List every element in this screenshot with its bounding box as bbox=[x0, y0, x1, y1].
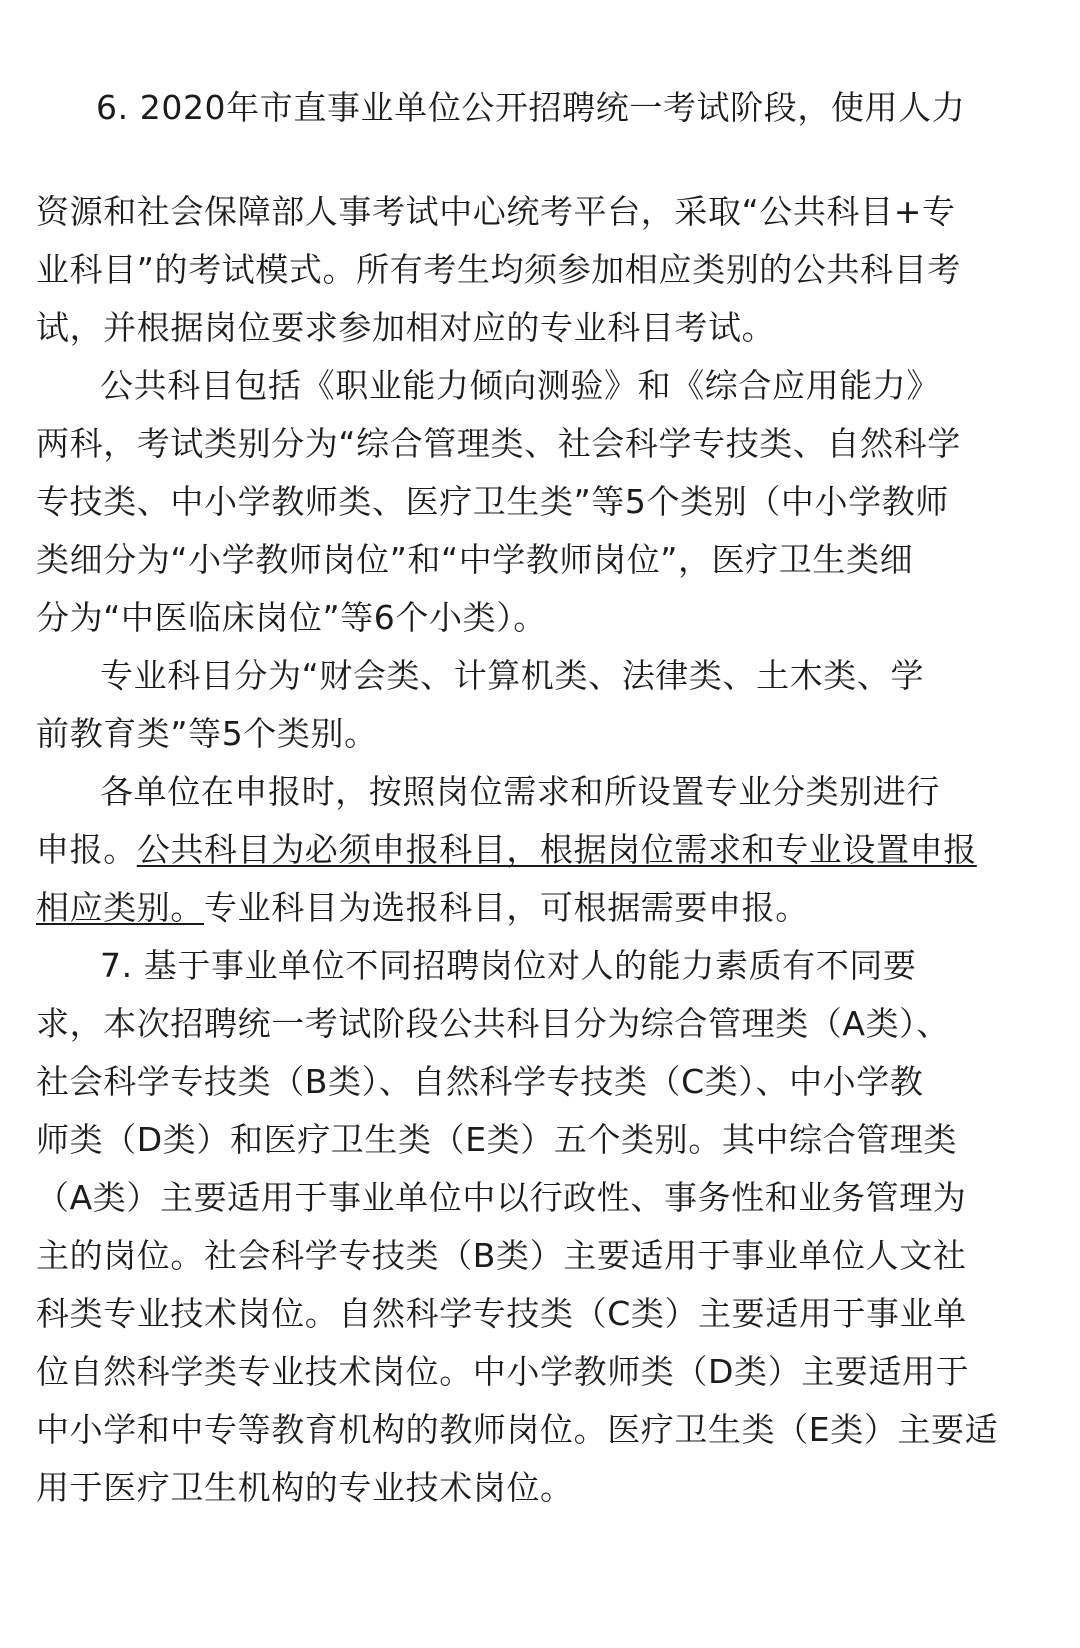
public-subjects-line-3: 专技类、中小学教师类、医疗卫生类”等5个类别（中小学教师 bbox=[36, 482, 949, 521]
declaration-line-3-suffix: 专业科目为选报科目，可根据需要申报。 bbox=[204, 888, 809, 927]
declaration-underlined-text-2: 相应类别。 bbox=[36, 888, 204, 927]
declaration-line-2 bbox=[36, 830, 977, 870]
item7-line-9: 中小学和中专等教育机构的教师岗位。医疗卫生类（E类）主要适 bbox=[36, 1410, 999, 1449]
public-subjects-line-4: 类细分为“小学教师岗位”和“中学教师岗位”，医疗卫生类细 bbox=[36, 540, 914, 579]
item7-line-6: 主的岗位。社会科学专技类（B类）主要适用于事业单位人文社 bbox=[36, 1236, 967, 1275]
item6-intro-line-1: 6. 2020年市直事业单位公开招聘统一考试阶段，使用人力 bbox=[96, 88, 966, 127]
public-subjects-line-2: 两科，考试类别分为“综合管理类、社会科学专技类、自然科学 bbox=[36, 424, 961, 463]
item6-intro-line-3: 业科目”的考试模式。所有考生均须参加相应类别的公共科目考 bbox=[36, 250, 961, 289]
public-subjects-line-5: 分为“中医临床岗位”等6个小类）。 bbox=[36, 598, 547, 637]
item7-line-7: 科类专业技术岗位。自然科学专技类（C类）主要适用于事业单 bbox=[36, 1294, 967, 1333]
item7-line-10: 用于医疗卫生机构的专业技术岗位。 bbox=[36, 1468, 574, 1507]
item6-intro-line-4: 试，并根据岗位要求参加相对应的专业科目考试。 bbox=[36, 308, 776, 347]
professional-subjects-line-1: 专业科目分为“财会类、计算机类、法律类、土木类、学 bbox=[100, 656, 925, 695]
item7-line-2: 求，本次招聘统一考试阶段公共科目分为综合管理类（A类）、 bbox=[36, 1004, 950, 1043]
declaration-line-3 bbox=[36, 888, 809, 928]
item7-line-4: 师类（D类）和医疗卫生类（E类）五个类别。其中综合管理类 bbox=[36, 1120, 958, 1159]
professional-subjects-line-2: 前教育类”等5个类别。 bbox=[36, 714, 378, 753]
public-subjects-line-1: 公共科目包括《职业能力倾向测验》和《综合应用能力》 bbox=[100, 366, 940, 405]
declaration-line-2-prefix: 申报。 bbox=[36, 830, 137, 869]
item7-line-1: 7. 基于事业单位不同招聘岗位对人的能力素质有不同要 bbox=[100, 946, 917, 985]
item7-line-3: 社会科学专技类（B类）、自然科学专技类（C类）、中小学教 bbox=[36, 1062, 924, 1101]
declaration-underlined-text-1: 公共科目为必须申报科目，根据岗位需求和专业设置申报 bbox=[136, 830, 977, 869]
item6-intro-line-2: 资源和社会保障部人事考试中心统考平台，采取“公共科目+专 bbox=[36, 192, 956, 231]
declaration-line-1: 各单位在申报时，按照岗位需求和所设置专业分类别进行 bbox=[100, 772, 940, 811]
item7-line-5: （A类）主要适用于事业单位中以行政性、事务性和业务管理为 bbox=[36, 1178, 967, 1217]
item7-line-8: 位自然科学类专业技术岗位。中小学教师类（D类）主要适用于 bbox=[36, 1352, 970, 1391]
